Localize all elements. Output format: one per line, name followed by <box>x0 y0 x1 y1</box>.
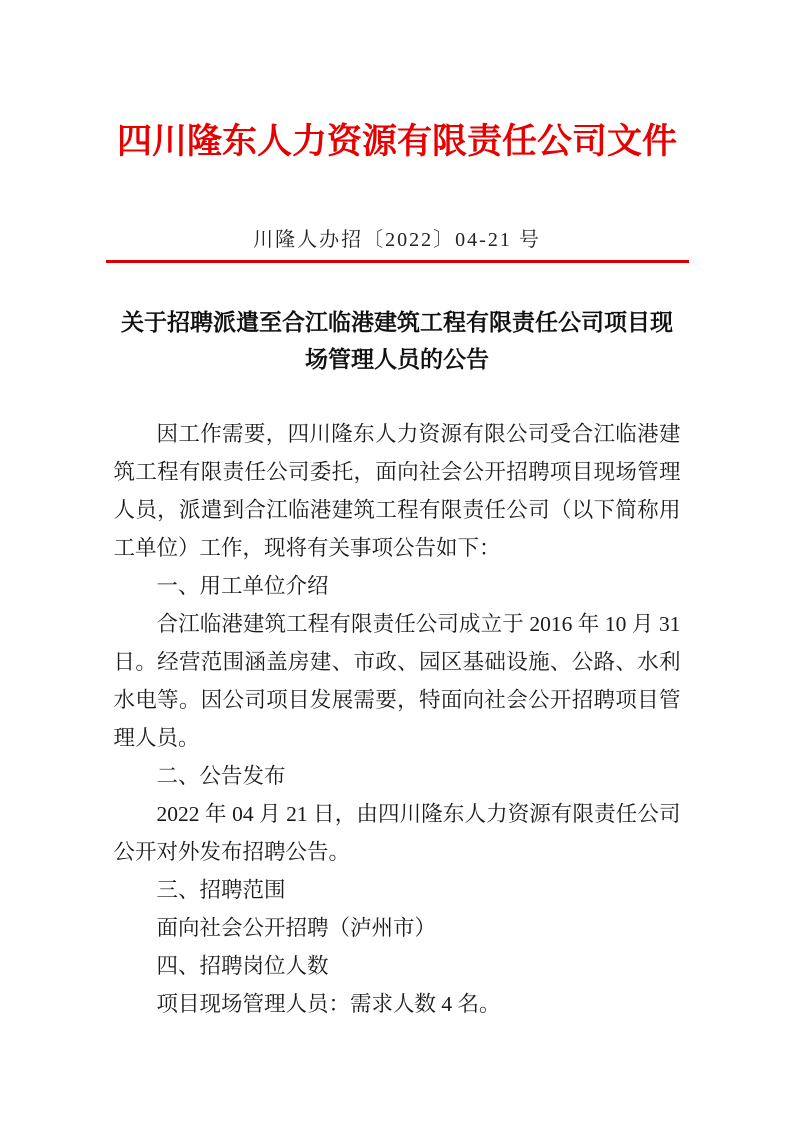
body-paragraph: 合江临港建筑工程有限责任公司成立于 2016 年 10 月 31 日。经营范围涵盖房建、市政、园区基础设施、公路、水利水电等。因公司项目发展需要，特面向社会公开招聘项目管理人员。 <box>113 612 681 750</box>
section-heading: 二、公告发布 <box>156 764 286 788</box>
body-paragraph: 项目现场管理人员：需求人数 4 名。 <box>156 992 501 1016</box>
section-heading: 一、用工单位介绍 <box>156 574 329 598</box>
org-title: 四川隆东人力资源有限责任公司文件 <box>116 122 677 161</box>
body-paragraph: 因工作需要，四川隆东人力资源有限公司受合江临港建筑工程有限责任公司委托，面向社会公开招聘项目现场管理人员，派遣到合江临港建筑工程有限责任公司（以下简称用工单位）工作，现将有关事项公告如下： <box>113 422 681 560</box>
body-paragraph: 2022 年 04 月 21 日，由四川隆东人力资源有限责任公司公开对外发布招聘公告。 <box>113 802 681 864</box>
section-heading: 四、招聘岗位人数 <box>156 954 329 978</box>
document-body <box>114 415 681 1023</box>
doc-number: 川隆人办招〔2022〕04-21 号 <box>253 229 541 251</box>
red-divider-rule <box>106 260 689 263</box>
body-paragraph: 面向社会公开招聘（泸州市） <box>156 916 437 940</box>
section-heading: 三、招聘范围 <box>156 878 286 902</box>
document-subject: 关于招聘派遣至合江临港建筑工程有限责任公司项目现场管理人员的公告 <box>121 310 673 372</box>
document-content <box>114 116 681 1023</box>
